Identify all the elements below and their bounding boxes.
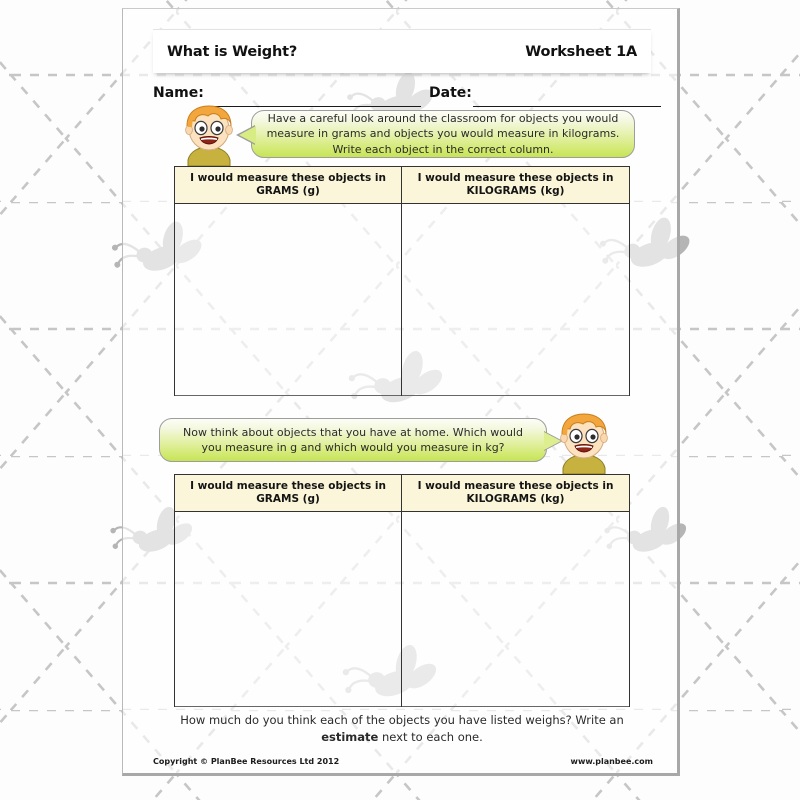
instruction-bubble-1 [251, 110, 635, 158]
website-link[interactable]: www.planbee.com [570, 757, 653, 766]
answer-area-kilograms[interactable] [402, 512, 629, 707]
column-header-kilograms [402, 167, 629, 203]
worksheet-page [122, 8, 680, 776]
date-label: Date: [429, 85, 472, 101]
instruction-bubble-2-text: Now think about objects that you have at home. Which would you measure in g and which would you measure in kg? [183, 425, 523, 454]
instruction-bubble-1-text: Have a careful look around the classroom for objects you would measure in grams and objects you would measure in kilograms. Write each object in the correct column. [266, 112, 620, 156]
answer-area-kilograms[interactable] [402, 204, 629, 396]
closing-instruction-part1: How much do you think each of the objects you have listed weighs? Write an [180, 713, 624, 727]
column-header-kilograms-line1: I would measure these objects in [417, 171, 614, 184]
column-header-grams-line1: I would measure these objects in [190, 171, 386, 184]
boy-character-icon [172, 104, 246, 171]
table-body [175, 512, 629, 707]
answer-area-grams[interactable] [175, 204, 402, 396]
instruction-bubble-2 [159, 418, 547, 462]
column-header-grams [175, 167, 402, 203]
page-title: What is Weight? [167, 43, 298, 60]
table-header-row [175, 167, 629, 204]
worksheet-header [153, 29, 651, 73]
sorting-table-classroom [174, 166, 630, 396]
column-header-kilograms-line2: KILOGRAMS (kg) [466, 493, 565, 505]
name-label: Name: [153, 85, 204, 101]
column-header-grams-line2: GRAMS (g) [256, 185, 320, 197]
worksheet-content [123, 9, 677, 773]
closing-instruction-part2: next to each one. [378, 729, 483, 744]
closing-instruction-emphasis: estimate [321, 729, 379, 744]
column-header-grams-line2: GRAMS (g) [256, 493, 320, 505]
column-header-grams [175, 475, 402, 511]
copyright-text: Copyright © PlanBee Resources Ltd 2012 [153, 757, 340, 766]
worksheet-number: Worksheet 1A [525, 43, 637, 60]
table-body [175, 204, 629, 396]
answer-area-grams[interactable] [175, 512, 402, 707]
column-header-kilograms [402, 475, 629, 511]
column-header-grams-line1: I would measure these objects in [190, 479, 386, 492]
boy-character-icon [547, 412, 621, 479]
column-header-kilograms-line1: I would measure these objects in [417, 479, 614, 492]
page-footer [153, 757, 653, 766]
date-input-line[interactable] [473, 106, 661, 107]
column-header-kilograms-line2: KILOGRAMS (kg) [466, 185, 565, 197]
closing-instruction [163, 712, 641, 745]
sorting-table-home [174, 474, 630, 707]
table-header-row [175, 475, 629, 512]
